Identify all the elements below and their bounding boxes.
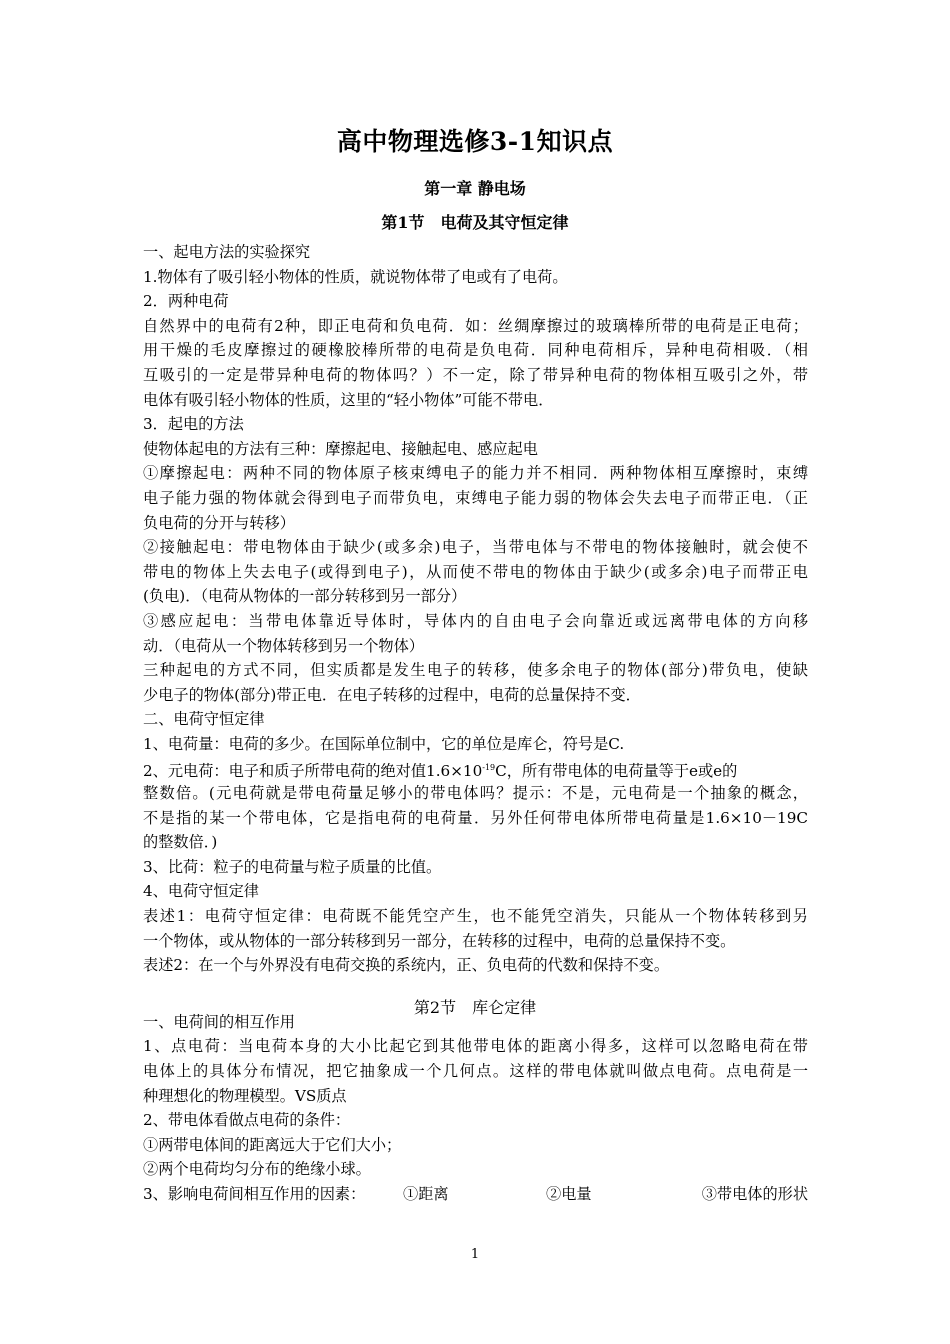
text-line: 一、起电方法的实验探究 — [143, 243, 311, 261]
text-line: 电体有吸引轻小物体的性质，这里的“轻小物体”可能不带电． — [143, 390, 554, 409]
text-line: 用干燥的毛皮摩擦过的硬橡胶棒所带的电荷是负电荷．同种电荷相斥，异种电荷相吸．（相 — [143, 341, 808, 360]
factor-item: ②电量 — [546, 1184, 592, 1203]
text-line: 表述2：在一个与外界没有电荷交换的系统内，正、负电荷的代数和保持不变。 — [143, 956, 670, 975]
text-line: 三种起电的方式不同，但实质都是发生电子的转移，使多余电子的物体(部分)带负电，使缺 — [143, 661, 808, 680]
elementary-charge-text-end: C，所有带电体的电荷量等于e或e的 — [495, 762, 738, 781]
text-line: 种理想化的物理模型。VS质点 — [143, 1086, 347, 1105]
text-line: 负电荷的分开与转移） — [143, 513, 295, 532]
text-line: ①摩擦起电：两种不同的物体原子核束缚电子的能力并不相同．两种物体相互摩擦时，束缚 — [143, 464, 808, 483]
text-line: 少电子的物体(部分)带正电．在电子转移的过程中，电荷的总量保持不变． — [143, 685, 641, 704]
text-line: 二、电荷守恒定律 — [143, 710, 265, 729]
elementary-charge-text: 2、元电荷：电子和质子所带电荷的绝对值1.6×10 — [143, 762, 483, 781]
text-line: 电子能力强的物体就会得到电子而带负电，束缚电子能力弱的物体会失去电子而带正电．（正 — [143, 488, 808, 507]
text-line: ③感应起电：当带电体靠近导体时，导体内的自由电子会向靠近或远离带电体的方向移 — [143, 611, 808, 630]
factors-label: 3、影响电荷间相互作用的因素： — [143, 1184, 366, 1203]
text-line: 自然界中的电荷有2种，即正电荷和负电荷．如：丝绸摩擦过的玻璃棒所带的电荷是正电荷； — [143, 316, 808, 335]
chapter-heading: 第一章 静电场 — [424, 179, 526, 198]
text-line: 2、带电体看做点电荷的条件： — [143, 1111, 351, 1130]
text-line: 4、电荷守恒定律 — [143, 882, 259, 901]
exponent: -19 — [482, 763, 496, 773]
factor-item: ③带电体的形状 — [701, 1184, 808, 1203]
elementary-charge-line — [143, 756, 808, 781]
section-heading-1: 第1节 电荷及其守恒定律 — [381, 213, 569, 232]
text-line: 1、点电荷：当电荷本身的大小比起它到其他带电体的距离小得多，这样可以忽略电荷在带 — [143, 1037, 808, 1056]
text-line: 带电的物体上失去电子(或得到电子)，从而使不带电的物体由于缺少(或多余)电子而带正电 — [143, 562, 808, 581]
text-line: 3、比荷：粒子的电荷量与粒子质量的比值。 — [143, 857, 442, 876]
text-line: 3．起电的方法 — [143, 415, 244, 434]
text-line: ②两个电荷均匀分布的绝缘小球。 — [143, 1160, 371, 1179]
text-line: ①两带电体间的距离远大于它们大小； — [143, 1135, 402, 1154]
document-title: 高中物理选修3-1知识点 — [336, 127, 614, 156]
text-line: 不是指的某一个带电体，它是指电荷的电荷量．另外任何带电体所带电荷量是1.6×10－19C — [143, 808, 808, 827]
text-line: 一个物体，或从物体的一部分转移到另一部分，在转移的过程中，电荷的总量保持不变。 — [143, 931, 736, 950]
text-line: 的整数倍．) — [143, 833, 218, 852]
text-line: 1.物体有了吸引轻小物体的性质，就说物体带了电或有了电荷。 — [143, 267, 568, 286]
text-line: 使物体起电的方法有三种：摩擦起电、接触起电、感应起电 — [143, 439, 538, 458]
text-line: 互吸引的一定是带异种电荷的物体吗？）不一定，除了带异种电荷的物体相互吸引之外，带 — [143, 365, 808, 384]
factor-item: ①距离 — [403, 1184, 449, 1203]
text-line: 一、电荷间的相互作用 — [143, 1012, 295, 1031]
text-line: ②接触起电：带电物体由于缺少(或多余)电子，当带电体与不带电的物体接触时，就会使不 — [143, 538, 808, 557]
text-line: 整数倍。(元电荷就是带电荷量足够小的带电体吗？提示：不是，元电荷是一个抽象的概念， — [143, 784, 808, 803]
document-body — [143, 240, 808, 1207]
interaction-factors-line — [143, 1182, 808, 1207]
text-line: 1、电荷量：电荷的多少。在国际单位制中，它的单位是库仑，符号是C. — [143, 734, 625, 753]
text-line: 2．两种电荷 — [143, 292, 229, 311]
section-heading-2: 第2节 库仑定律 — [413, 998, 537, 1017]
text-line: (负电)．（电荷从物体的一部分转移到另一部分） — [143, 587, 467, 606]
page-number: 1 — [470, 1247, 480, 1262]
text-line: 动．（电荷从一个物体转移到另一个物体） — [143, 636, 424, 655]
text-line: 表述1：电荷守恒定律：电荷既不能凭空产生，也不能凭空消失，只能从一个物体转移到另 — [143, 907, 808, 926]
text-line: 电体上的具体分布情况，把它抽象成一个几何点。这样的带电体就叫做点电荷。点电荷是一 — [143, 1062, 808, 1080]
